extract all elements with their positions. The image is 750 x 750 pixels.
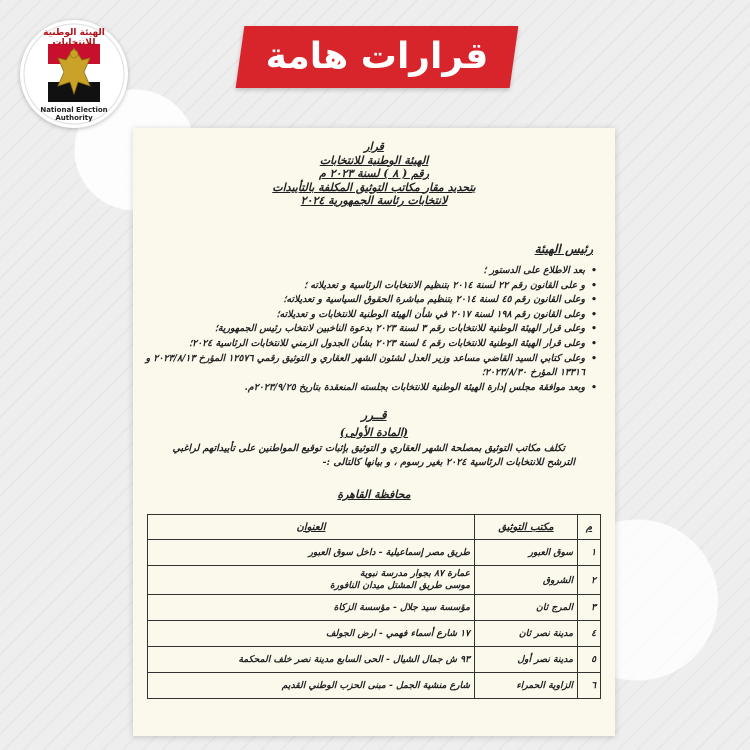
address-line: موسى طريق المشتل ميدان النافورة bbox=[329, 580, 470, 591]
decision-document bbox=[133, 128, 615, 736]
heading-line-decision: قرار bbox=[364, 140, 384, 153]
address-line: طريق مصر إسماعيلية - داخل سوق العبور bbox=[308, 546, 470, 558]
table-row bbox=[148, 566, 601, 595]
president-title: رئيس الهيئة bbox=[534, 242, 593, 256]
row-office: سوق العبور bbox=[475, 540, 578, 566]
header-address: العنوان bbox=[148, 515, 475, 540]
preamble-clause: • وعلى قرار الهيئة الوطنية للانتخابات رقم ٣ لسنة ٢٠٢٣ بدعوة الناخبين لانتخاب رئيس الجمهورية؛ bbox=[145, 322, 597, 337]
address-line: ١٧ شارع أسماء فهمي - ارض الجولف bbox=[325, 627, 470, 639]
row-num: ٤ bbox=[578, 621, 601, 647]
row-address bbox=[148, 566, 475, 595]
row-office: الزاوية الحمراء bbox=[475, 673, 578, 699]
table-row bbox=[148, 540, 601, 566]
address-line: مؤسسة سيد جلال - مؤسسة الزكاة bbox=[333, 601, 470, 613]
table-row bbox=[148, 647, 601, 673]
governorate-title: محافظة القاهرة bbox=[337, 488, 411, 501]
heading-line-number: رقم ( ٨ ) لسنة ٢٠٢٣ م bbox=[318, 167, 430, 180]
banner-title: قرارات هامة bbox=[265, 36, 489, 77]
row-num: ٢ bbox=[578, 566, 601, 595]
address-line: شارع منشية الجمل - مبنى الحزب الوطني القديم bbox=[281, 679, 470, 691]
table-row bbox=[148, 595, 601, 621]
row-office: الشروق bbox=[475, 566, 578, 595]
row-num: ١ bbox=[578, 540, 601, 566]
preamble-clause: • و على القانون رقم ٢٢ لسنة ٢٠١٤ بتنظيم الانتخابات الرئاسية و تعديلاته ؛ bbox=[145, 279, 597, 294]
offices-table bbox=[147, 514, 601, 699]
preamble-clause: • وعلى كتابي السيد القاضي مساعد وزير العدل لشئون الشهر العقاري و التوثيق رقمي ١٢٥٧٦ المؤرخ ٢٠٢٣/٨/١٣ و ١٣٣١٦ المؤرخ ٢٠٢٣/٨/٣٠؛ bbox=[145, 352, 597, 381]
row-address bbox=[148, 595, 475, 621]
preamble-clause: • وبعد موافقة مجلس إدارة الهيئة الوطنية للانتخابات بجلسته المنعقدة بتاريخ ٢٠٢٣/٩/٢٥م. bbox=[145, 381, 597, 396]
heading-line-election: لانتخابات رئاسة الجمهورية ٢٠٢٤ bbox=[300, 194, 448, 207]
row-address bbox=[148, 673, 475, 699]
article-one-title: (المادة الأولى) bbox=[339, 426, 409, 439]
address-line: ٩٣ ش جمال الشيال - الحى السابع مدينة نصر خلف المحكمة bbox=[238, 653, 470, 665]
header-office: مكتب التوثيق bbox=[475, 515, 578, 540]
preamble-clause: • وعلى قرار الهيئة الوطنية للانتخابات رقم ٤ لسنة ٢٠٢٣ بشأن الجدول الزمني للانتخابات الرئاسية ٢٠٢٤؛ bbox=[145, 337, 597, 352]
preamble-clause: • بعد الاطلاع على الدستور ؛ bbox=[145, 264, 597, 279]
heading-line-authority: الهيئة الوطنية للانتخابات bbox=[319, 153, 429, 167]
logo-english-name: National Election Authority bbox=[40, 106, 108, 122]
national-election-authority-logo bbox=[20, 20, 128, 128]
row-num: ٣ bbox=[578, 595, 601, 621]
document-heading bbox=[133, 140, 615, 208]
preamble-clause: • وعلى القانون رقم ٤٥ لسنة ٢٠١٤ بتنظيم مباشرة الحقوق السياسية و تعديلاته؛ bbox=[145, 293, 597, 308]
table-row bbox=[148, 673, 601, 699]
decided-heading: قــرر bbox=[361, 408, 387, 422]
row-address bbox=[148, 540, 475, 566]
row-address bbox=[148, 621, 475, 647]
logo-arabic-name: الهيئة الوطنية للانتخابات bbox=[43, 28, 105, 48]
table-row bbox=[148, 621, 601, 647]
address-line: عمارة ٨٧ بجوار مدرسة نبوية bbox=[359, 568, 470, 579]
row-office: مدينة نصر ثان bbox=[475, 621, 578, 647]
heading-line-subject: بتحديد مقار مكاتب التوثيق المكلفة بالتأييدات bbox=[272, 180, 476, 194]
article-one-text: تكلف مكاتب التوثيق بمصلحة الشهر العقاري و التوثيق بإثبات توقيع المواطنين على تأييداتهم لراغبي الترشح للانتخابات الرئاسية ٢٠٢٤ بغير رسوم ، و بيانها كالتالى :- bbox=[172, 443, 575, 468]
row-num: ٦ bbox=[578, 673, 601, 699]
preamble-clauses bbox=[145, 264, 597, 395]
row-address bbox=[148, 647, 475, 673]
header-num: م bbox=[578, 515, 601, 540]
row-office: المرج ثان bbox=[475, 595, 578, 621]
row-num: ٥ bbox=[578, 647, 601, 673]
preamble-clause: • وعلى القانون رقم ١٩٨ لسنة ٢٠١٧ في شأن الهيئة الوطنية للانتخابات و تعديلاته؛ bbox=[145, 308, 597, 323]
table-header-row bbox=[148, 515, 601, 540]
row-office: مدينة نصر أول bbox=[475, 647, 578, 673]
